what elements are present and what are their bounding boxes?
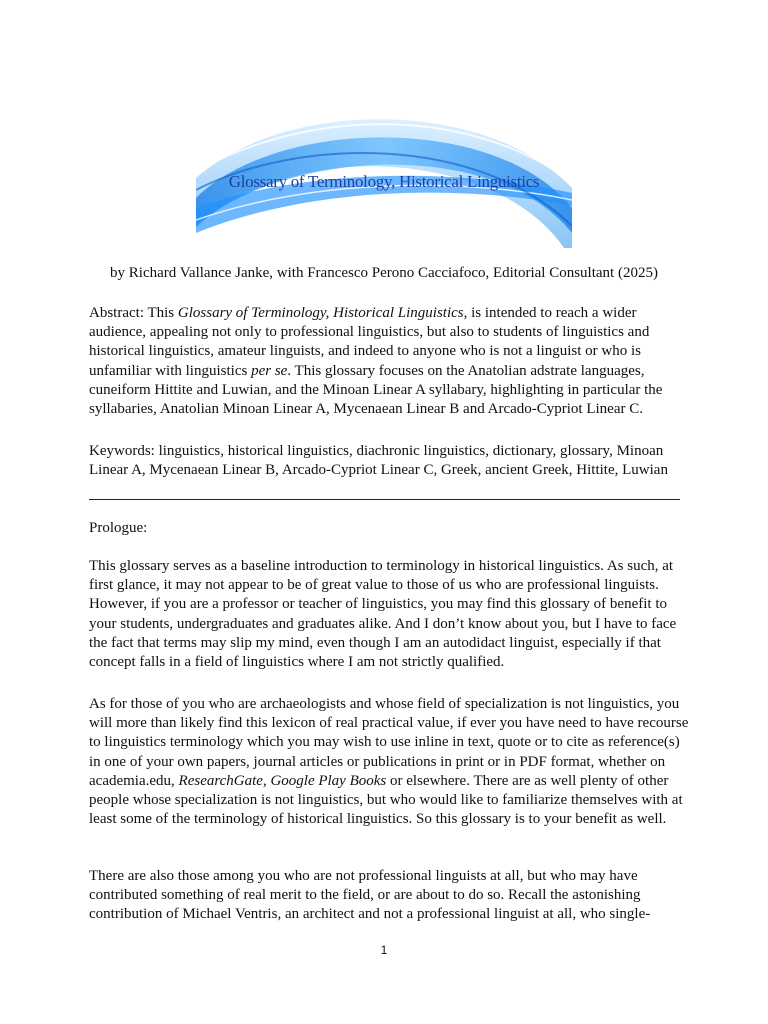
- abstract-label: Abstract: This: [89, 305, 178, 321]
- keywords-paragraph: Keywords: linguistics, historical linguistics, diachronic linguistics, dictionary, glossary, Minoan Linear A, Mycenaean Linear B, Arcado-Cypriot Linear C, Greek, ancient Greek, Hittite, Luwian: [89, 443, 668, 479]
- abstract-paragraph: [89, 304, 689, 419]
- prologue-heading: Prologue:: [89, 520, 148, 536]
- abstract-text-2: . This glossary focuses on the Anatolian adstrate languages, cuneiform Hittite and Luwian, and the Minoan Linear A syllabary, highlighting in particular the syllabaries, Anatolian Minoan Linear A, Mycenaean Linear B and Arcado-Cypriot Linear C.: [89, 362, 663, 418]
- prologue-p2-italic: ResearchGate, Google Play Books: [178, 772, 387, 789]
- prologue-paragraph-2: [89, 695, 689, 829]
- prologue-p2-text-b: or elsewhere. There are as well plenty of other people whose specialization is not linguistics, but who would like to familiarize themselves with at least some of the terminology of historical linguistics. So this glossary is to your benefit as well.: [89, 772, 683, 828]
- document-title: Glossary of Terminology, Historical Linguistics: [228, 172, 540, 191]
- abstract-per-se: per se: [251, 362, 288, 379]
- title-banner: [196, 108, 572, 248]
- abstract-text-1: , is intended to reach a wider audience, appealing not only to professional linguistics, but also to students of linguistics and historical linguistics, amateur linguists, and indeed to anyone who is not a linguist or who is unfamiliar with linguistics: [89, 305, 650, 379]
- prologue-p2-text-a: As for those of you who are archaeologists and whose field of specialization is not linguistics, you will more than likely find this lexicon of real practical value, if ever you have need to have recourse to linguistics terminology which you may wish to use inline in text, quote or to cite as reference(s) in one of your own papers, journal articles or publications in print or in PDF format, whether on academia.edu,: [89, 696, 689, 789]
- prologue-paragraph-1: This glossary serves as a baseline introduction to terminology in historical linguistics. As such, at first glance, it may not appear to be of great value to those of us who are professional linguists. However, if you are a professor or teacher of linguistics, you may find this glossary of benefit to your students, undergraduates and graduates alike. And I don’t know about you, but I have to face the fact that terms may slip my mind, even though I am an autodidact linguist, especially if that concept falls in a field of linguistics where I am not strictly qualified.: [89, 558, 677, 671]
- page-number: 1: [380, 943, 388, 957]
- section-divider: [89, 499, 680, 500]
- prologue-paragraph-3: There are also those among you who are not professional linguists at all, but who may have contributed something of real merit to the field, or are about to do so. Recall the astonishing contribution of Michael Ventris, an architect and not a professional linguist at all, who single-: [89, 868, 651, 923]
- abstract-title: Glossary of Terminology, Historical Linguistics: [177, 305, 464, 321]
- byline: by Richard Vallance Janke, with Francesco Perono Cacciafoco, Editorial Consultant (2025): [110, 265, 658, 281]
